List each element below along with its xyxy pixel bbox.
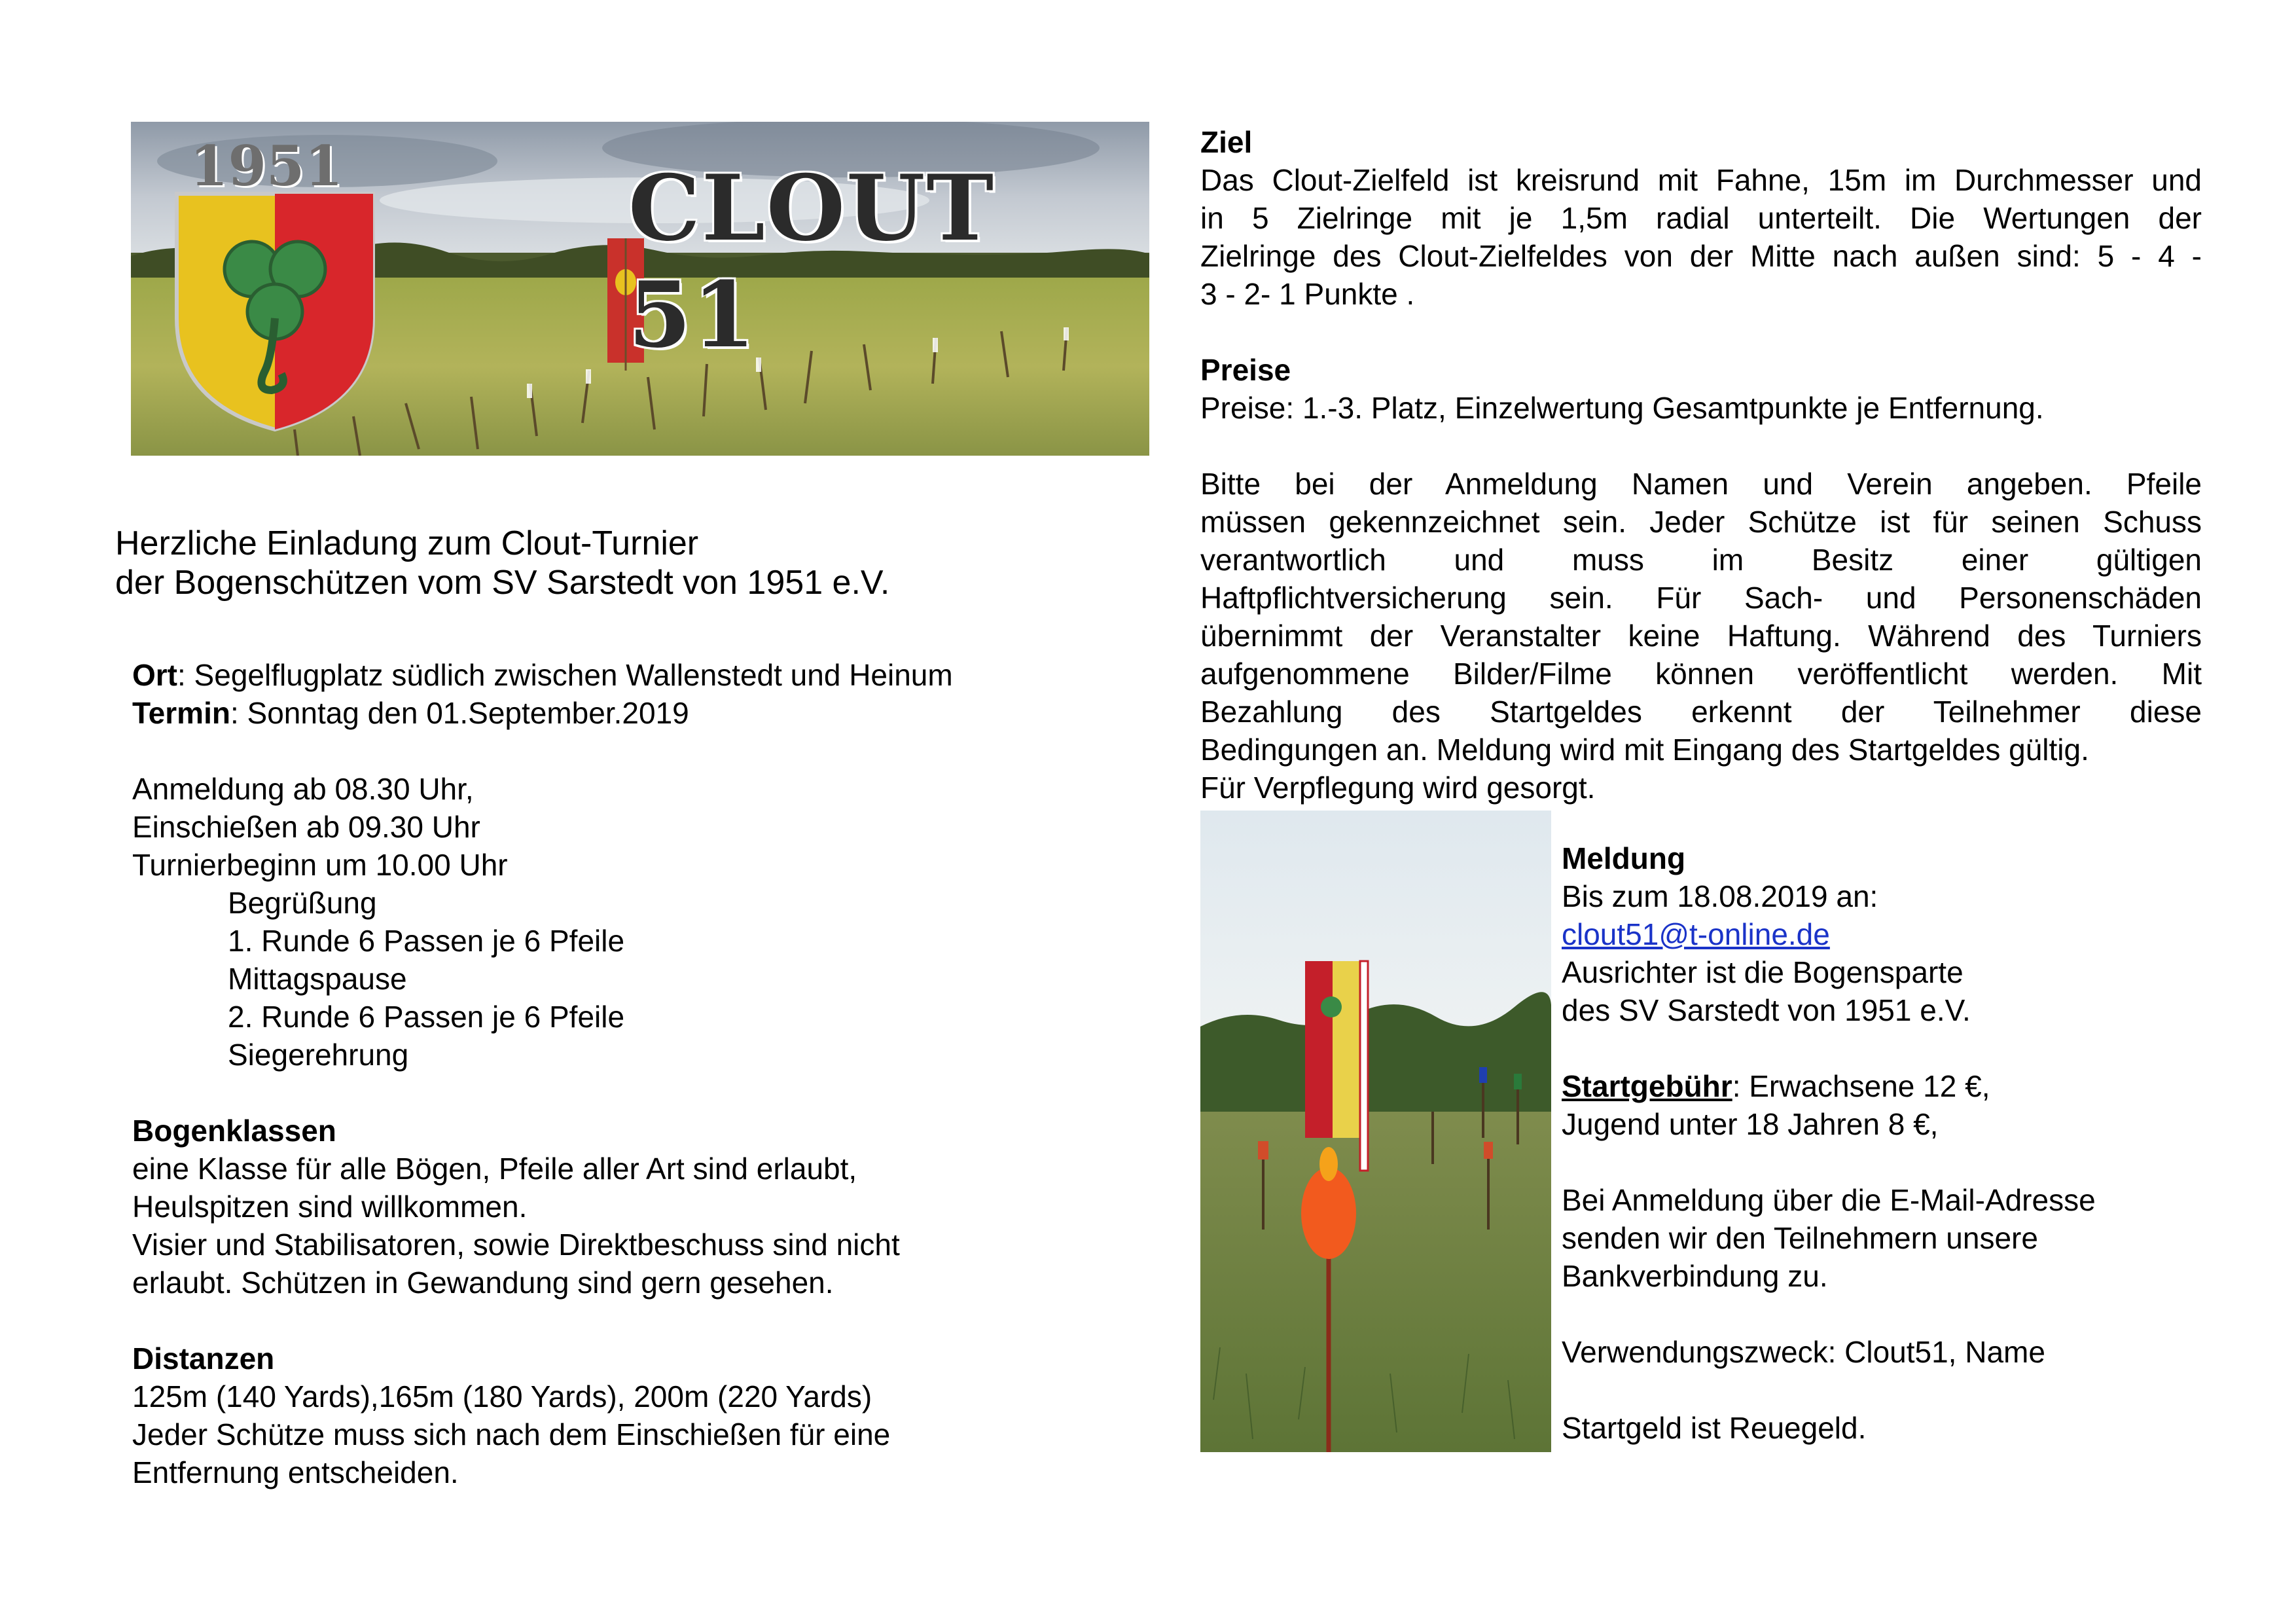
schedule-line: Turnierbeginn um 10.00 Uhr [132,848,508,882]
left-column [132,656,1088,1491]
distanzen-line: 125m (140 Yards),165m (180 Yards), 200m (220 Yards) [132,1379,872,1413]
header-banner [131,122,1149,456]
schedule-sub-line: Siegerehrung [228,1038,409,1072]
bogenklassen-line: Heulspitzen sind willkommen. [132,1190,528,1224]
preise-heading: Preise [1200,353,1291,387]
hinweise-line: Bezahlung des Startgeldes erkennt der Teilnehmer diese [1200,695,2202,729]
bogenklassen-heading: Bogenklassen [132,1114,336,1148]
right-column [1200,123,2202,807]
schedule-sub-line: 1. Runde 6 Passen je 6 Pfeile [228,924,625,958]
banner-title: CLOUT 51 [628,155,996,368]
ziel-line: Zielringe des Clout-Zielfeldes von der Mitte nach außen sind: 5 - 4 - [1200,239,2202,273]
bogenklassen-line: eine Klasse für alle Bögen, Pfeile aller Art sind erlaubt, [132,1152,857,1186]
schedule-sub-line: 2. Runde 6 Passen je 6 Pfeile [228,1000,625,1034]
ort-text: : Segelflugplatz südlich zwischen Wallenstedt und Heinum [177,658,953,692]
ziel-line: in 5 Zielringe mit je 1,5m radial unterteilt. Die Wertungen der [1200,201,2202,235]
bank-line: senden wir den Teilnehmern unsere [1562,1221,2038,1255]
ziel-line: 3 - 2- 1 Punkte . [1200,277,1415,311]
schedule-sub-line: Mittagspause [228,962,407,996]
hinweise-line: aufgenommene Bilder/Filme können veröffentlicht werden. Mit [1200,657,2202,691]
organizer-line: des SV Sarstedt von 1951 e.V. [1562,993,1971,1027]
ziel-line: Das Clout-Zielfeld ist kreisrund mit Fahne, 15m im Durchmesser und [1200,163,2202,197]
organizer-line: Ausrichter ist die Bogensparte [1562,955,1964,989]
intro-line-1: Herzliche Einladung zum Clout-Turnier [115,524,699,562]
verwendung-line: Verwendungszweck: Clout51, Name [1562,1335,2045,1369]
meldung-heading: Meldung [1562,841,1686,875]
startgebuehr-line-2: Jugend unter 18 Jahren 8 €, [1562,1107,1939,1141]
crest-year: 1951 [190,134,343,198]
intro-heading [115,524,889,602]
schedule-line: Anmeldung ab 08.30 Uhr, [132,772,474,806]
ziel-heading: Ziel [1200,125,1253,159]
bogenklassen-line: Visier und Stabilisatoren, sowie Direktbeschuss sind nicht [132,1228,900,1262]
ort-label: Ort [132,658,177,692]
hinweise-line: müssen gekennzeichnet sein. Jeder Schütze ist für seinen Schuss [1200,505,2202,539]
hinweise-line: übernimmt der Veranstalter keine Haftung. Während des Turniers [1200,619,2202,653]
startgebuehr-text: : Erwachsene 12 €, [1732,1069,1990,1103]
verpflegung-line: Für Verpflegung wird gesorgt. [1200,771,1596,805]
termin-line [132,694,1088,732]
termin-text: : Sonntag den 01.September.2019 [230,696,689,730]
clout-flag-image [1200,811,1551,1452]
meldung-block [1562,839,2151,1447]
flag-photo [1200,811,1551,1452]
intro-line-2: der Bogenschützen vom SV Sarstedt von 1951 e.V. [115,564,890,602]
schedule-line: Einschießen ab 09.30 Uhr [132,810,480,844]
startgebuehr-line [1562,1067,2151,1105]
email-link[interactable]: clout51@t-online.de [1562,917,1830,951]
reuegeld-line: Startgeld ist Reuegeld. [1562,1411,1867,1445]
distanzen-heading: Distanzen [132,1341,275,1376]
hinweise-line: Bedingungen an. Meldung wird mit Eingang des Startgeldes gültig. [1200,733,2089,767]
startgebuehr-label: Startgebühr [1562,1069,1732,1103]
termin-label: Termin [132,696,230,730]
hinweise-line: Bitte bei der Anmeldung Namen und Verein angeben. Pfeile [1200,467,2202,501]
meldung-deadline: Bis zum 18.08.2019 an: [1562,879,1878,913]
bank-line: Bankverbindung zu. [1562,1259,1828,1293]
hinweise-line: verantwortlich und muss im Besitz einer gültigen [1200,543,2202,577]
bogenklassen-line: erlaubt. Schützen in Gewandung sind gern gesehen. [132,1266,834,1300]
preise-text: Preise: 1.-3. Platz, Einzelwertung Gesamtpunkte je Entfernung. [1200,391,2044,425]
bank-line: Bei Anmeldung über die E-Mail-Adresse [1562,1183,2096,1217]
distanzen-line: Jeder Schütze muss sich nach dem Einschießen für eine [132,1417,891,1451]
distanzen-line: Entfernung entscheiden. [132,1455,459,1489]
hinweise-line: Haftpflichtversicherung sein. Für Sach- und Personenschäden [1200,581,2202,615]
schedule-sub-line: Begrüßung [228,886,377,920]
ort-line [132,656,1088,694]
